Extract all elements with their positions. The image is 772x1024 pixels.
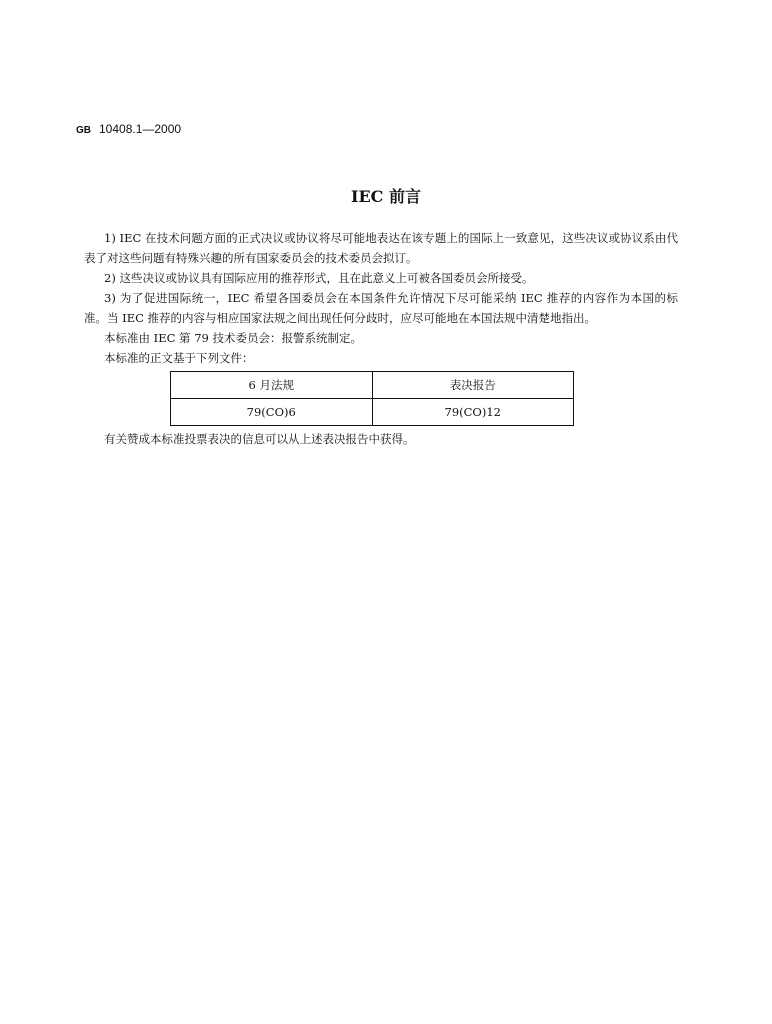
standard-prefix: GB: [76, 125, 91, 136]
standard-number: 10408.1—2000: [99, 122, 182, 136]
table-cell: 79(CO)6: [171, 399, 373, 426]
table-header-cell: 表决报告: [372, 372, 574, 399]
page-title: IEC 前言: [351, 187, 421, 206]
paragraph-2: 2) 这些决议或协议具有国际应用的推荐形式，且在此意义上可被各国委员会所接受。: [104, 271, 534, 285]
document-header: [76, 122, 181, 136]
paragraph-4: 本标准由 IEC 第 79 技术委员会：报警系统制定。: [104, 331, 362, 345]
document-body: [84, 228, 678, 449]
table-header-row: [171, 372, 574, 399]
document-table: [170, 371, 574, 426]
table-cell: 79(CO)12: [372, 399, 574, 426]
table-row: [171, 399, 574, 426]
paragraph-5: 本标准的正文基于下列文件：: [104, 351, 254, 365]
closing-paragraph: 有关赞成本标准投票表决的信息可以从上述表决报告中获得。: [104, 432, 415, 446]
paragraph-3: 3) 为了促进国际统一，IEC 希望各国委员会在本国条件允许情况下尽可能采纳 IEC 推荐的内容作为本国的标准。当 IEC 推荐的内容与相应国家法规之间出现任何分歧时，应尽可能地在本国法规中清楚地指出。: [84, 291, 678, 325]
table-header-cell: 6 月法规: [171, 372, 373, 399]
paragraph-1: 1) IEC 在技术问题方面的正式决议或协议将尽可能地表达在该专题上的国际上一致意见，这些决议或协议系由代表了对这些问题有特殊兴趣的所有国家委员会的技术委员会拟订。: [84, 231, 678, 265]
